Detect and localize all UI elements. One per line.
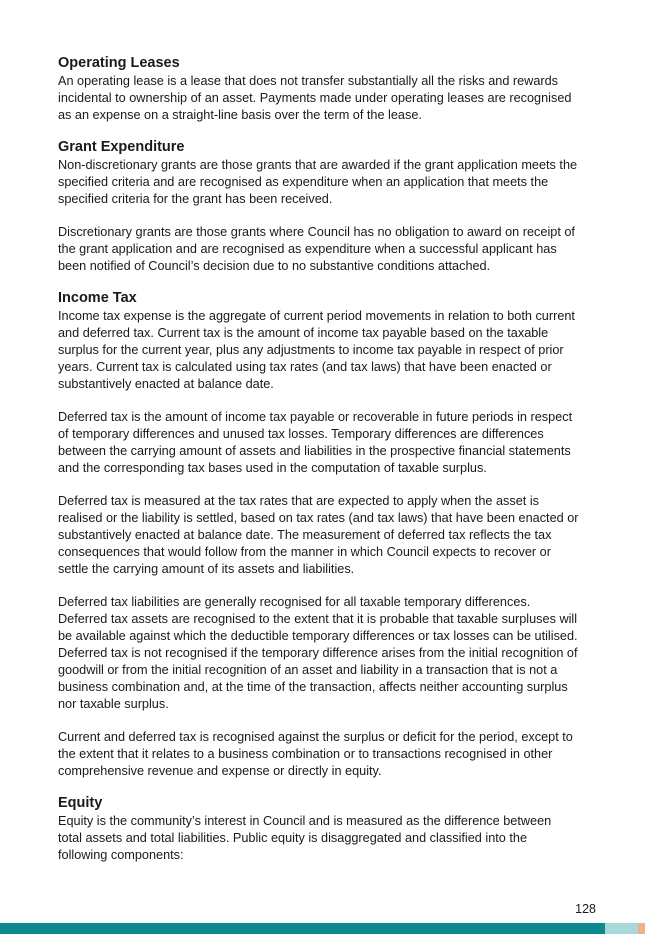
text-line: Discretionary grants are those grants where Council has no obligation to award on receipt of <box>58 225 575 239</box>
text-line: total assets and total liabilities. Public equity is disaggregated and classified into the <box>58 831 528 845</box>
paragraph <box>58 729 598 780</box>
text-line: substantively enacted at balance date. <box>58 377 274 391</box>
text-line: Deferred tax assets are recognised to the extent that it is probable that taxable surpluses will <box>58 612 578 626</box>
section-heading: Operating Leases <box>58 55 180 71</box>
paragraph <box>58 409 598 477</box>
text-line: Non-discretionary grants are those grants that are awarded if the grant application meets the <box>58 158 578 172</box>
text-line: realised or the liability is settled, based on tax rates (and tax laws) that have been enacted or <box>58 511 579 525</box>
paragraph <box>58 493 598 578</box>
text-line: the grant application and are recognised as expenditure when a successful applicant has <box>58 242 557 256</box>
section-equity <box>58 795 598 864</box>
text-line: substantively enacted at balance date. The measurement of deferred tax reflects the tax <box>58 528 552 542</box>
footer-bar-accent <box>638 923 645 934</box>
text-line: of temporary differences and unused tax losses. Temporary differences are differences <box>58 427 544 441</box>
section-heading: Equity <box>58 795 103 811</box>
text-line: Deferred tax is measured at the tax rates that are expected to apply when the asset is <box>58 494 539 508</box>
paragraph <box>58 73 598 124</box>
text-line: specified criteria and are recognised as expenditure when an application that meets the <box>58 175 549 189</box>
footer-color-bar <box>0 923 645 934</box>
paragraph <box>58 308 598 393</box>
text-line: Equity is the community’s interest in Council and is measured as the difference between <box>58 814 552 828</box>
text-line: business combination and, at the time of the transaction, affects neither accounting surplus <box>58 680 568 694</box>
text-line: years. Current tax is calculated using tax rates (and tax laws) that have been enacted or <box>58 360 552 374</box>
text-line: be available against which the deductible temporary differences or tax losses can be utilised. <box>58 629 578 643</box>
text-line: been notified of Council’s decision due to no substantive conditions attached. <box>58 259 491 273</box>
text-line: Deferred tax is the amount of income tax payable or recoverable in future periods in respect <box>58 410 573 424</box>
text-line: comprehensive revenue and expense or directly in equity. <box>58 764 382 778</box>
paragraph <box>58 224 598 275</box>
text-line: as an expense on a straight-line basis over the term of the lease. <box>58 108 422 122</box>
paragraph <box>58 813 598 864</box>
section-heading: Grant Expenditure <box>58 139 185 155</box>
text-line: consequences that would follow from the manner in which Council expects to recover or <box>58 545 551 559</box>
text-line: Income tax expense is the aggregate of current period movements in relation to both current <box>58 309 575 323</box>
text-line: following components: <box>58 848 184 862</box>
text-line: Deferred tax is not recognised if the temporary difference arises from the initial recognition of <box>58 646 578 660</box>
text-line: between the carrying amount of assets and liabilities in the prospective financial statements <box>58 444 571 458</box>
document-body <box>58 55 598 864</box>
footer-bar-light <box>605 923 638 934</box>
section-grant-expenditure <box>58 139 598 275</box>
paragraph <box>58 157 598 208</box>
text-line: goodwill or from the initial recognition of an asset and liability in a transaction that is not a <box>58 663 558 677</box>
section-operating-leases <box>58 55 598 124</box>
footer-bar-main <box>0 923 605 934</box>
text-line: Deferred tax liabilities are generally recognised for all taxable temporary differences. <box>58 595 531 609</box>
page-number: 128 <box>575 902 596 916</box>
text-line: specified criteria for the grant has been received. <box>58 192 333 206</box>
text-line: settle the carrying amount of its assets and liabilities. <box>58 562 355 576</box>
text-line: and deferred tax. Current tax is the amount of income tax payable based on the taxable <box>58 326 549 340</box>
text-line: and the corresponding tax bases used in the computation of taxable surplus. <box>58 461 487 475</box>
text-line: An operating lease is a lease that does not transfer substantially all the risks and rewards <box>58 74 559 88</box>
text-line: surplus for the current year, plus any adjustments to income tax payable in respect of prior <box>58 343 564 357</box>
section-heading: Income Tax <box>58 290 137 306</box>
text-line: the extent that it relates to a business combination or to transactions recognised in other <box>58 747 553 761</box>
section-income-tax <box>58 290 598 780</box>
text-line: incidental to ownership of an asset. Payments made under operating leases are recognised <box>58 91 572 105</box>
text-line: nor taxable surplus. <box>58 697 169 711</box>
paragraph <box>58 594 598 713</box>
text-line: Current and deferred tax is recognised against the surplus or deficit for the period, except to <box>58 730 573 744</box>
